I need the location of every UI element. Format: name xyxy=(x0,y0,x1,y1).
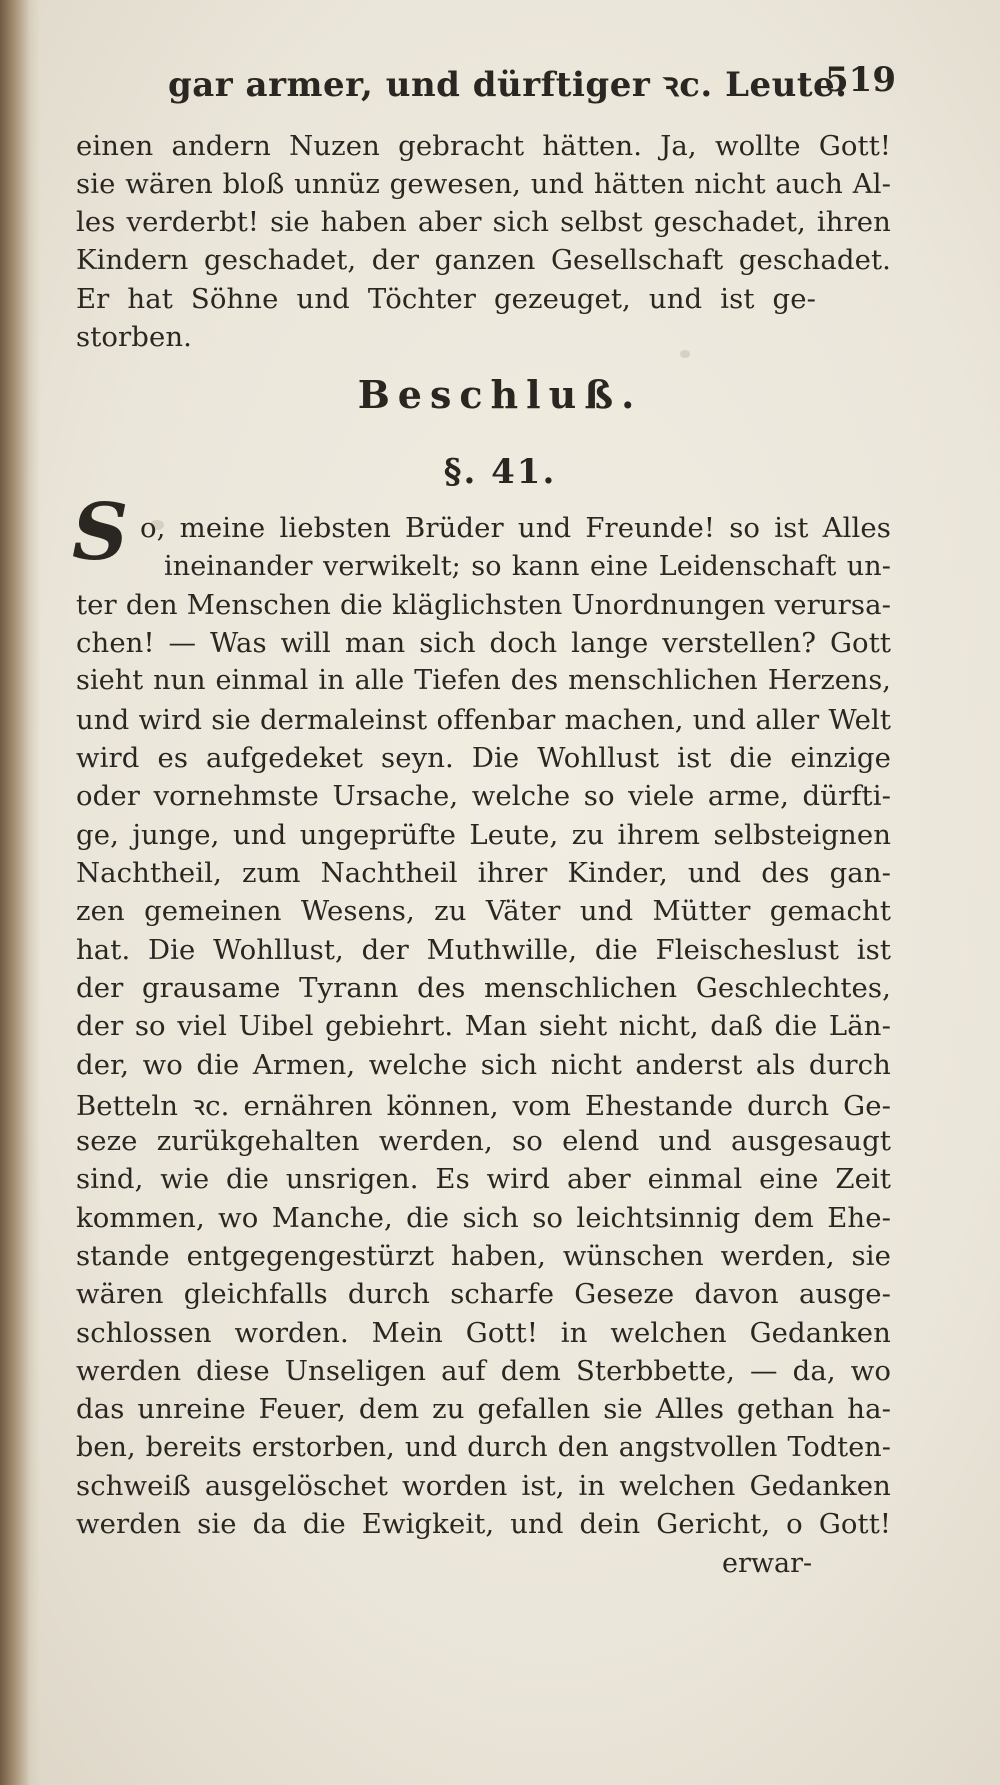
text-line: sie wären bloß unnüz gewesen, und hätten nicht auch Al- xyxy=(76,168,891,200)
text-line: les verderbt! sie haben aber sich selbst geschadet, ihren xyxy=(76,206,891,238)
text-line: storben. xyxy=(76,321,192,353)
text-line: oder vornehmste Ursache, welche so viele arme, dürfti- xyxy=(76,780,891,812)
text-line: schlossen worden. Mein Gott! in welchen Gedanken xyxy=(76,1317,891,1349)
text-line: der, wo die Armen, welche sich nicht anderst als durch xyxy=(76,1049,891,1081)
text-line: o, meine liebsten Brüder und Freunde! so ist Alles xyxy=(140,512,891,544)
text-line: chen! — Was will man sich doch lange verstellen? Gott xyxy=(76,627,891,659)
text-line: wären gleichfalls durch scharfe Geseze davon ausge- xyxy=(76,1278,891,1310)
text-line: werden diese Unseligen auf dem Sterbbette, — da, wo xyxy=(76,1355,891,1387)
text-line: Er hat Söhne und Töchter gezeuget, und ist ge- xyxy=(76,283,816,315)
text-line: stande entgegengestürzt haben, wünschen werden, sie xyxy=(76,1240,891,1272)
text-line: der grausame Tyrann des menschlichen Geschlechtes, xyxy=(76,972,891,1004)
section-title: Beschluß. xyxy=(357,372,643,417)
binding-gutter xyxy=(0,0,40,1785)
drop-cap: S xyxy=(72,487,129,578)
text-line: hat. Die Wohllust, der Muthwille, die Fleischeslust ist xyxy=(76,934,891,966)
text-line: sind, wie die unsrigen. Es wird aber einmal eine Zeit xyxy=(76,1163,891,1195)
page-number: 519 xyxy=(825,60,896,100)
text-line: sieht nun einmal in alle Tiefen des menschlichen Herzens, xyxy=(76,665,891,696)
running-head-title: gar armer, und dürftiger ꝛc. Leute. xyxy=(168,65,848,105)
text-line: ge, junge, und ungeprüfte Leute, zu ihrem selbsteignen xyxy=(76,819,891,851)
catchword: erwar- xyxy=(722,1548,813,1579)
text-line: kommen, wo Manche, die sich so leichtsinnig dem Ehe- xyxy=(76,1202,891,1234)
text-line: ben, bereits erstorben, und durch den angstvollen Todten- xyxy=(76,1432,891,1463)
text-line: Kindern geschadet, der ganzen Gesellschaft geschadet. xyxy=(76,244,891,276)
running-head xyxy=(168,60,896,104)
text-line: Nachtheil, zum Nachtheil ihrer Kinder, und des gan- xyxy=(76,857,891,889)
text-line: werden sie da die Ewigkeit, und dein Gericht, o Gott! xyxy=(76,1508,891,1540)
text-line: zen gemeinen Wesens, zu Väter und Mütter gemacht xyxy=(76,895,891,927)
text-line: der so viel Uibel gebiehrt. Man sieht nicht, daß die Län- xyxy=(76,1010,891,1042)
text-line: Betteln ꝛc. ernähren können, vom Ehestande durch Ge- xyxy=(76,1090,891,1122)
text-line: wird es aufgedeket seyn. Die Wohllust ist die einzige xyxy=(76,742,891,774)
text-line: ineinander verwikelt; so kann eine Leidenschaft un- xyxy=(164,551,891,582)
text-line: das unreine Feuer, dem zu gefallen sie Alles gethan ha- xyxy=(76,1393,891,1425)
text-line: ter den Menschen die kläglichsten Unordnungen verursa- xyxy=(76,589,891,621)
section-number: §. 41. xyxy=(443,452,557,492)
text-line: seze zurükgehalten werden, so elend und ausgesaugt xyxy=(76,1125,891,1157)
text-line: einen andern Nuzen gebracht hätten. Ja, wollte Gott! xyxy=(76,130,891,162)
text-line: und wird sie dermaleinst offenbar machen, und aller Welt xyxy=(76,704,891,736)
text-line: schweiß ausgelöschet worden ist, in welchen Gedanken xyxy=(76,1470,891,1502)
